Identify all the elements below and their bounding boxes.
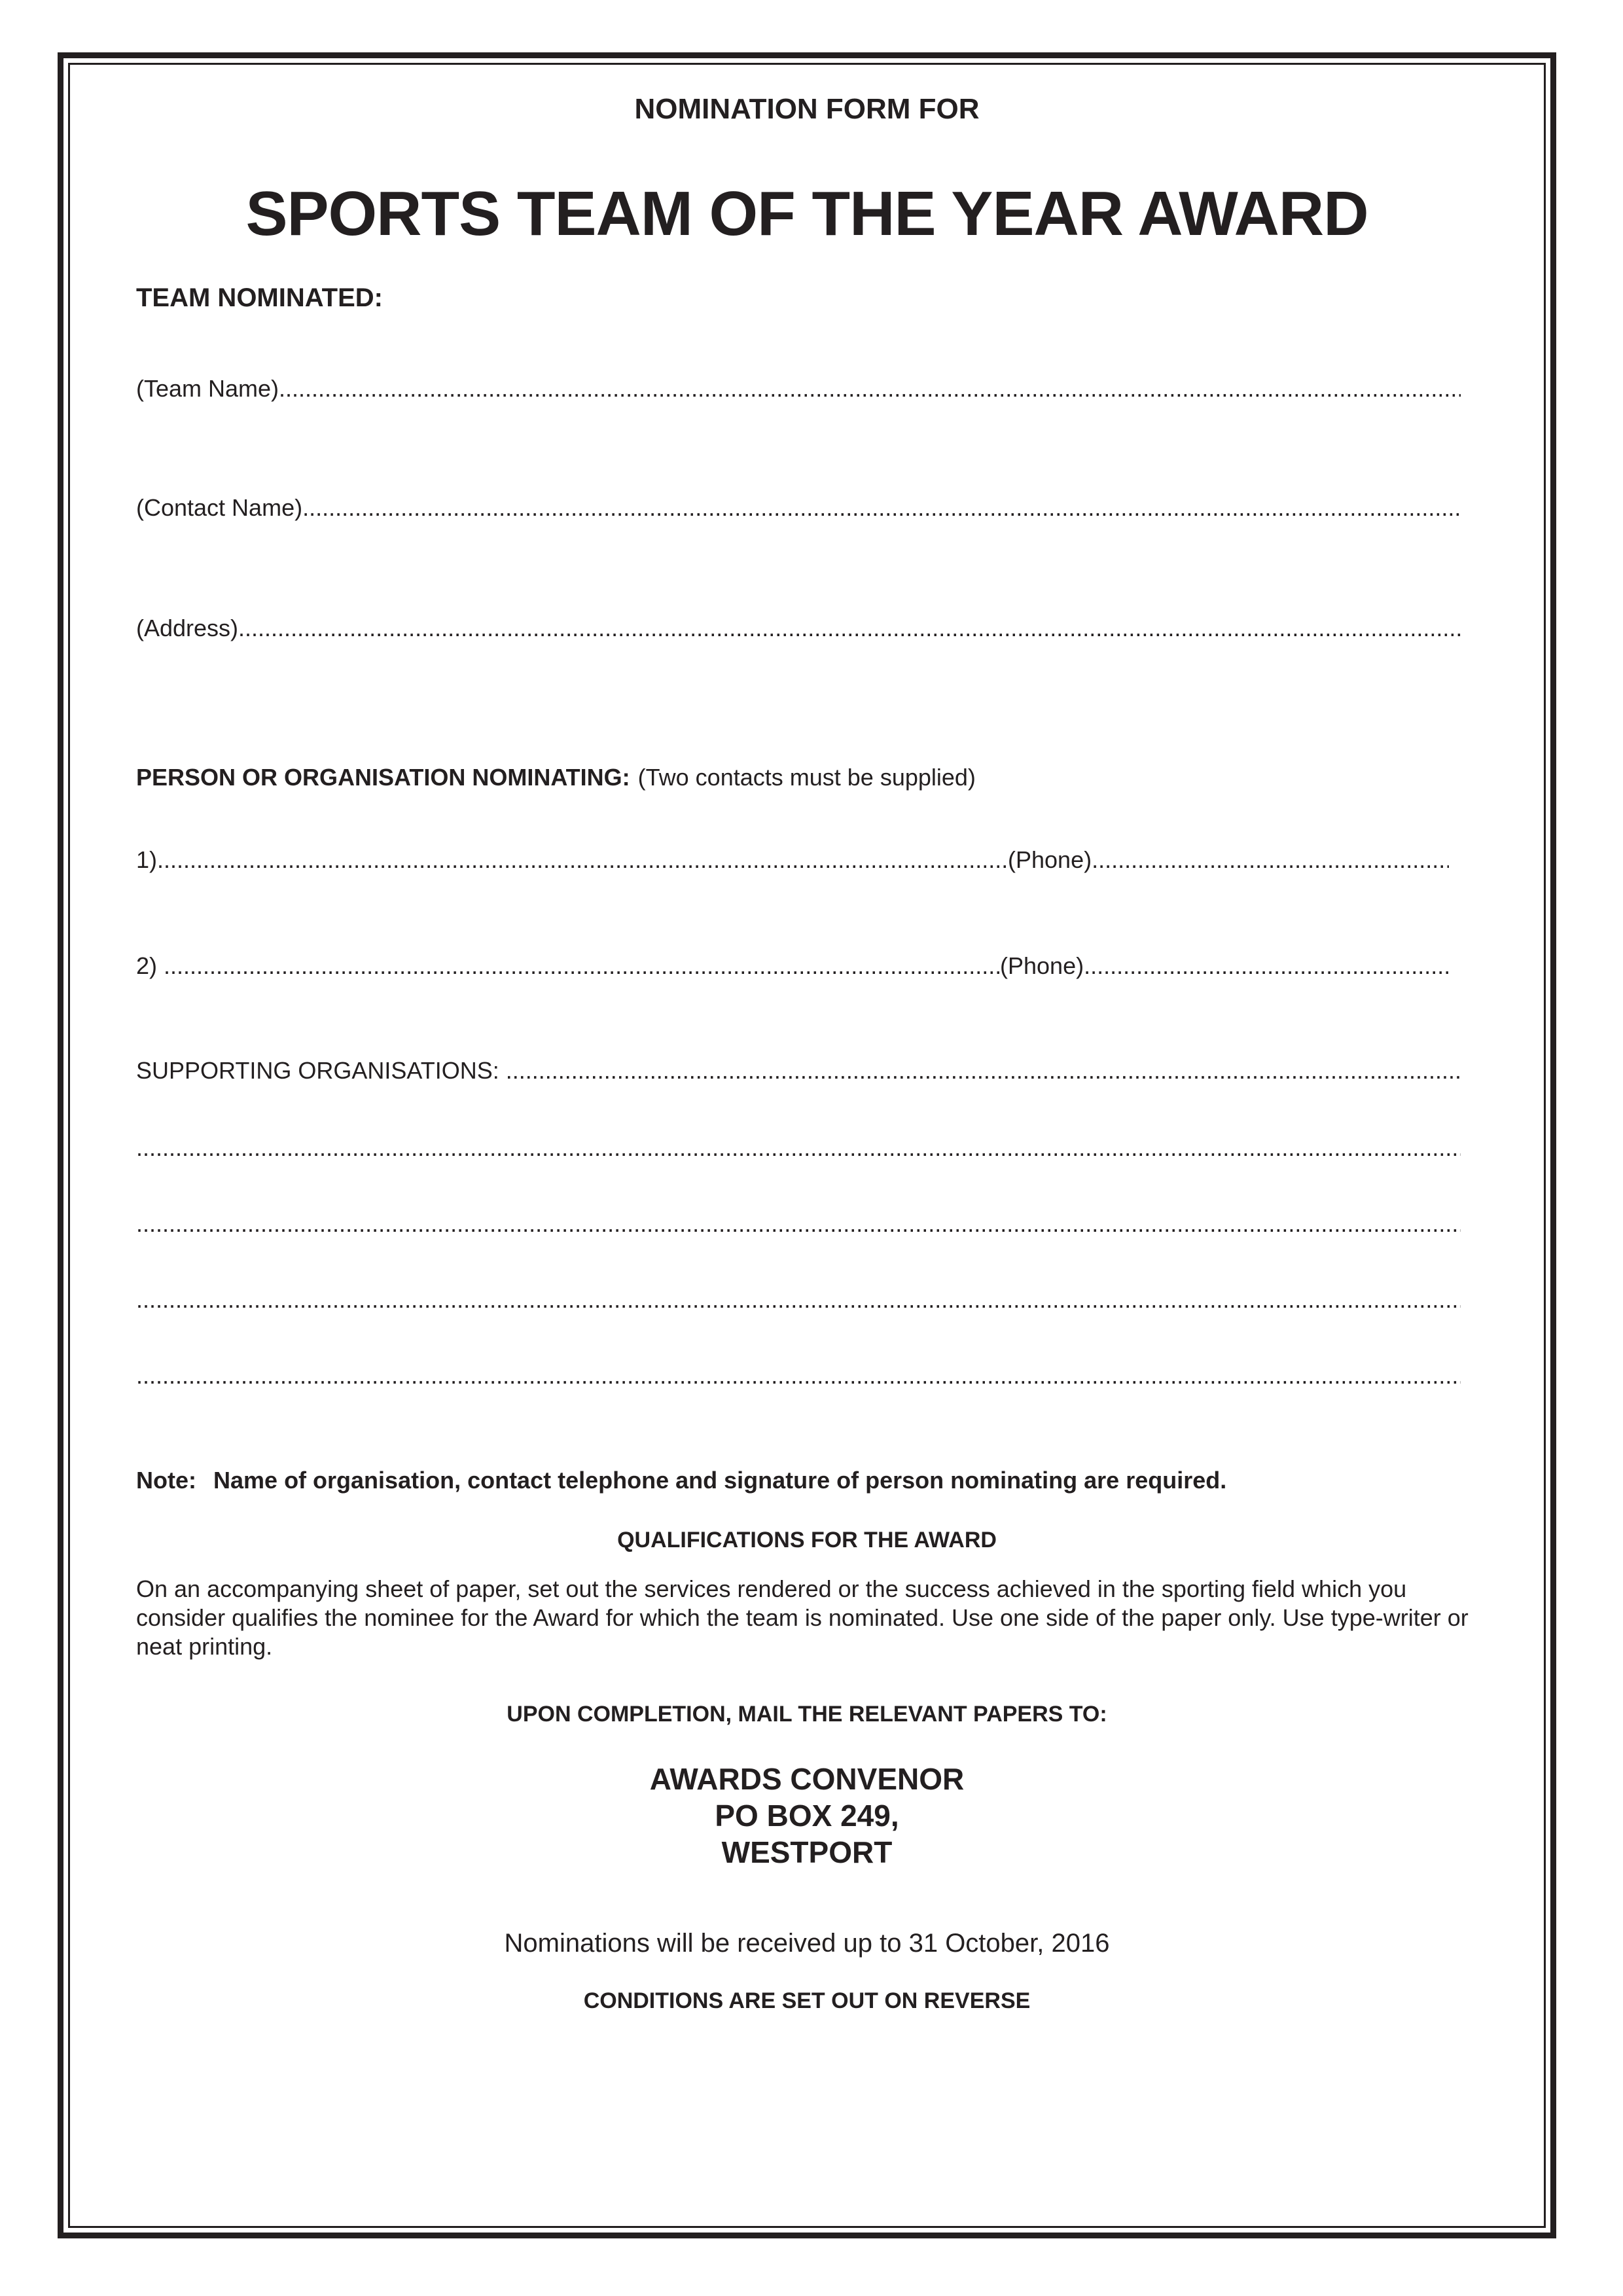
contact-1-dotted-line[interactable]: [157, 846, 1008, 874]
team-name-label: (Team Name): [136, 375, 279, 402]
team-name-dotted-line[interactable]: [279, 374, 1461, 403]
contact-1-phone-dotted-line[interactable]: [1092, 846, 1449, 874]
nominator-heading-note: (Two contacts must be supplied): [637, 764, 976, 791]
supporting-line-4[interactable]: [136, 1285, 1461, 1314]
note-row: [136, 1466, 1226, 1495]
address-label: (Address): [136, 615, 239, 641]
contact-name-label: (Contact Name): [136, 494, 303, 521]
qualifications-heading: QUALIFICATIONS FOR THE AWARD: [617, 1528, 997, 1552]
contact-2-label: 2): [136, 952, 158, 979]
form-pre-title: NOMINATION FORM FOR: [634, 93, 980, 125]
form-title: SPORTS TEAM OF THE YEAR AWARD: [245, 179, 1368, 249]
mailing-address-line-2: PO BOX 249,: [715, 1799, 899, 1833]
nomination-deadline: Nominations will be received up to 31 October, 2016: [504, 1929, 1110, 1958]
mailing-heading: UPON COMPLETION, MAIL THE RELEVANT PAPERS TO:: [507, 1702, 1107, 1727]
note-label: Note:: [136, 1467, 196, 1494]
contact-name-dotted-line[interactable]: [302, 493, 1461, 522]
team-nominated-heading: TEAM NOMINATED:: [136, 283, 383, 312]
conditions-footer: CONDITIONS ARE SET OUT ON REVERSE: [583, 1988, 1031, 2013]
mailing-address-line-3: WESTPORT: [721, 1835, 893, 1869]
nominator-contact-1-row[interactable]: [136, 846, 1449, 874]
contact-2-phone-dotted-line[interactable]: [1084, 952, 1449, 980]
nominator-heading-row: [136, 763, 1461, 792]
nominator-heading: PERSON OR ORGANISATION NOMINATING:: [136, 764, 630, 791]
note-text: Name of organisation, contact telephone and signature of person nominating are required.: [213, 1467, 1227, 1494]
contact-2-phone-label: (Phone): [1000, 952, 1084, 979]
qualifications-text: On an accompanying sheet of paper, set out the services rendered or the success achieved in the sporting field which you consider qualifies the nominee for the Award for which the team is nominated. Use one side of the paper only. Use type-writer or neat printing.: [136, 1575, 1469, 1660]
supporting-organisations-dotted-line[interactable]: [506, 1056, 1461, 1085]
supporting-organisations-row[interactable]: [136, 1056, 1461, 1085]
supporting-organisations-label: SUPPORTING ORGANISATIONS:: [136, 1057, 499, 1084]
contact-2-dotted-line[interactable]: [164, 952, 1000, 980]
nominator-contact-2-row[interactable]: [136, 952, 1449, 980]
supporting-line-3[interactable]: [136, 1210, 1461, 1238]
team-name-field[interactable]: [136, 374, 1461, 403]
contact-1-phone-label: (Phone): [1008, 846, 1092, 873]
address-dotted-line[interactable]: [238, 614, 1461, 643]
contact-name-field[interactable]: [136, 493, 1461, 522]
mailing-address-line-1: AWARDS CONVENOR: [649, 1762, 965, 1796]
address-field[interactable]: [136, 614, 1461, 643]
contact-1-label: 1): [136, 846, 158, 873]
supporting-line-5[interactable]: [136, 1361, 1461, 1390]
supporting-line-2[interactable]: [136, 1134, 1461, 1162]
